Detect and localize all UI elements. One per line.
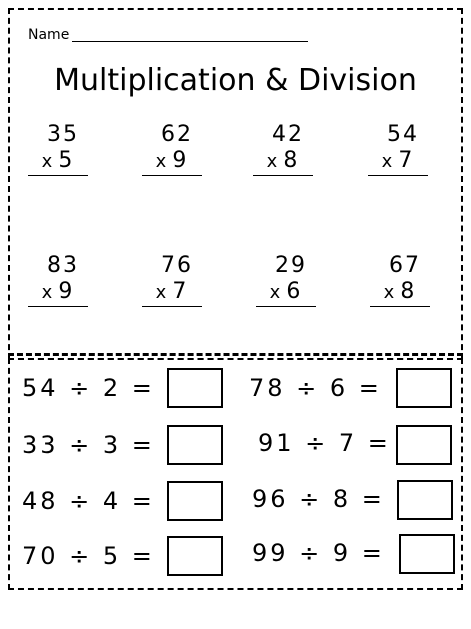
division-expression: 99 ÷ 9 = bbox=[252, 539, 385, 567]
answer-box[interactable] bbox=[396, 425, 452, 465]
division-expression: 78 ÷ 6 = bbox=[249, 374, 382, 402]
mult-bottom-row bbox=[142, 148, 202, 176]
division-problem-5 bbox=[22, 480, 155, 522]
answer-box[interactable] bbox=[399, 534, 455, 574]
mult-operator: x bbox=[155, 151, 169, 172]
division-expression: 96 ÷ 8 = bbox=[252, 485, 385, 513]
division-expression: 48 ÷ 4 = bbox=[22, 487, 155, 515]
mult-bottom-number: 7 bbox=[398, 148, 415, 173]
mult-bottom-number: 6 bbox=[286, 279, 303, 304]
mult-problem-3 bbox=[253, 122, 313, 176]
mult-problem-5 bbox=[28, 253, 88, 307]
answer-box[interactable] bbox=[397, 480, 453, 520]
division-problem-3 bbox=[22, 424, 155, 466]
mult-problem-2 bbox=[142, 122, 202, 176]
section-divider bbox=[8, 353, 463, 356]
top-section-border bbox=[8, 8, 463, 360]
division-problem-7 bbox=[22, 535, 155, 577]
mult-bottom-number: 9 bbox=[58, 279, 75, 304]
mult-top-number: 42 bbox=[272, 122, 304, 147]
mult-top-number: 76 bbox=[161, 253, 193, 278]
mult-top-number: 83 bbox=[47, 253, 79, 278]
division-expression: 54 ÷ 2 = bbox=[22, 374, 155, 402]
mult-bottom-row bbox=[253, 148, 313, 176]
mult-bottom-row bbox=[370, 279, 430, 307]
division-expression: 33 ÷ 3 = bbox=[22, 431, 155, 459]
name-field-line[interactable] bbox=[72, 41, 308, 42]
page-title: Multiplication & Division bbox=[54, 63, 417, 98]
answer-box[interactable] bbox=[167, 536, 223, 576]
mult-bottom-row bbox=[256, 279, 316, 307]
division-problem-6 bbox=[252, 478, 385, 520]
answer-box[interactable] bbox=[167, 481, 223, 521]
mult-bottom-number: 5 bbox=[58, 148, 75, 173]
division-problem-4 bbox=[258, 422, 391, 464]
mult-bottom-row bbox=[142, 279, 202, 307]
mult-bottom-number: 9 bbox=[172, 148, 189, 173]
mult-bottom-row bbox=[368, 148, 428, 176]
answer-box[interactable] bbox=[396, 368, 452, 408]
mult-operator: x bbox=[383, 282, 397, 303]
division-problem-8 bbox=[252, 532, 385, 574]
mult-operator: x bbox=[266, 151, 280, 172]
mult-problem-7 bbox=[256, 253, 316, 307]
division-expression: 91 ÷ 7 = bbox=[258, 429, 391, 457]
mult-operator: x bbox=[381, 151, 395, 172]
mult-bottom-row bbox=[28, 279, 88, 307]
answer-box[interactable] bbox=[167, 368, 223, 408]
division-expression: 70 ÷ 5 = bbox=[22, 542, 155, 570]
mult-problem-4 bbox=[368, 122, 428, 176]
mult-operator: x bbox=[41, 282, 55, 303]
mult-top-number: 29 bbox=[275, 253, 307, 278]
division-problem-2 bbox=[249, 367, 382, 409]
mult-problem-8 bbox=[370, 253, 430, 307]
mult-top-number: 62 bbox=[161, 122, 193, 147]
mult-problem-1 bbox=[28, 122, 88, 176]
mult-operator: x bbox=[269, 282, 283, 303]
mult-operator: x bbox=[41, 151, 55, 172]
mult-top-number: 67 bbox=[389, 253, 421, 278]
mult-top-number: 54 bbox=[387, 122, 419, 147]
mult-bottom-number: 8 bbox=[283, 148, 300, 173]
mult-bottom-row bbox=[28, 148, 88, 176]
mult-bottom-number: 8 bbox=[400, 279, 417, 304]
mult-bottom-number: 7 bbox=[172, 279, 189, 304]
name-label: Name bbox=[28, 27, 70, 43]
mult-problem-6 bbox=[142, 253, 202, 307]
mult-operator: x bbox=[155, 282, 169, 303]
division-problem-1 bbox=[22, 367, 155, 409]
mult-top-number: 35 bbox=[47, 122, 79, 147]
answer-box[interactable] bbox=[167, 425, 223, 465]
